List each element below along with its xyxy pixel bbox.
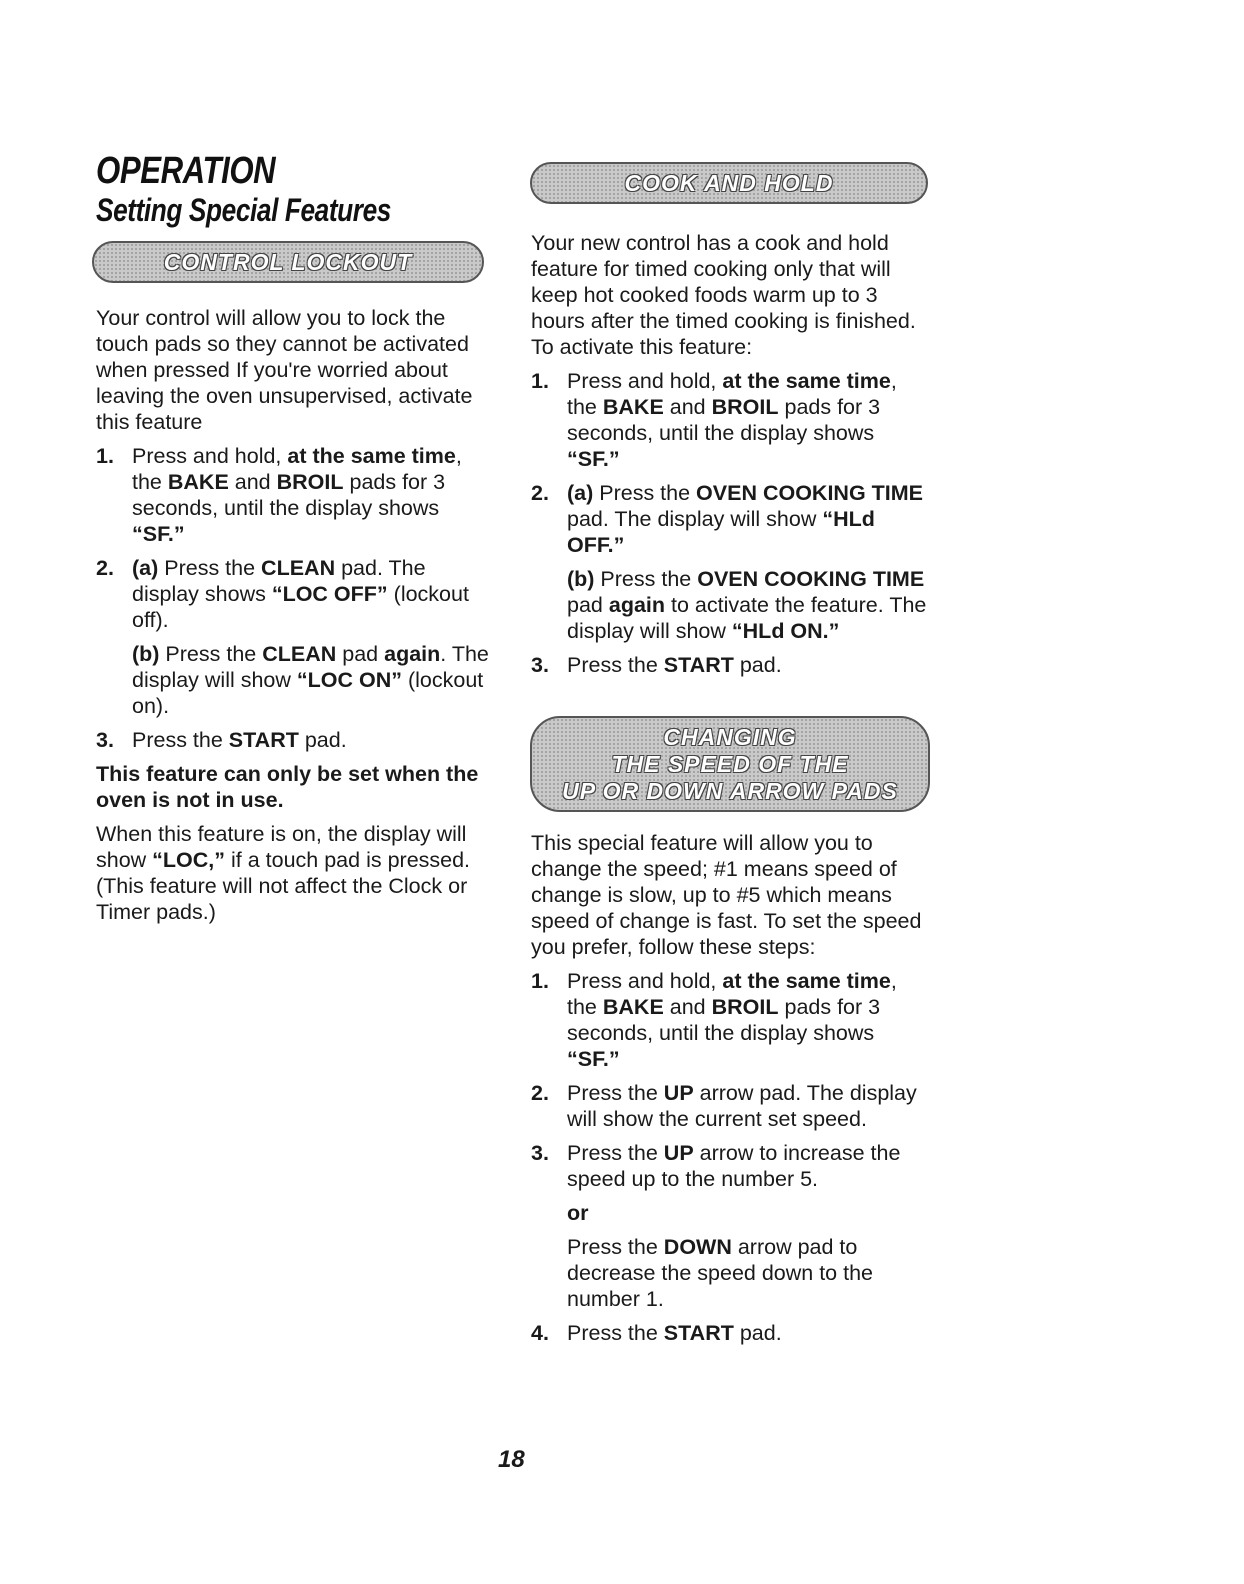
cook-and-hold-intro: Your new control has a cook and hold feature for timed cooking only that will keep hot cooked foods warm up to 3 hours after the timed cooking is finished. To activate this feature: [531,231,916,359]
step-text: Press and hold, [567,969,723,993]
step-text: pads for 3 seconds, until the display shows [567,995,881,1045]
step-text: and [663,395,712,419]
step-text: pad. [733,1321,782,1345]
substep-a [132,555,491,633]
display-code: “LOC,” [152,848,226,872]
step-text: Press the [594,567,698,591]
step-text: pad. [733,653,782,677]
step-number: 2. [531,481,549,505]
banner-line: THE SPEED OF THE [611,750,849,777]
arrow-speed-banner [530,716,930,812]
step-emphasis: again [608,593,666,617]
control-lockout-banner-text: CONTROL LOCKOUT [163,248,413,275]
step-text: Press the [567,1321,664,1345]
arrow-speed-banner-text [562,724,898,805]
list-item [531,1140,931,1312]
substep-label: (b) [132,642,160,666]
display-code: “HLd OFF.” [567,507,875,557]
step-alternative [567,1234,931,1312]
broil-pad-label: BROIL [276,470,344,494]
clean-pad-label: CLEAN [262,642,337,666]
display-code: “SF.” [567,1047,620,1071]
step-text: arrow pad. The display will show the current set speed. [567,1081,917,1131]
step-number: 2. [96,556,114,580]
list-item [531,1320,931,1346]
step-emphasis: at the same time [722,969,891,993]
step-text: pads for 3 seconds, until the display shows [567,395,881,445]
step-text: pad. [298,728,347,752]
bake-pad-label: BAKE [167,470,229,494]
step-text: Press the [567,653,664,677]
list-item [96,443,491,547]
oven-cooking-time-pad-label: OVEN COOKING TIME [697,567,925,591]
step-text: , the [132,444,462,494]
substep-label: (a) [567,481,594,505]
step-text: Press the [567,1081,664,1105]
step-emphasis: at the same time [722,369,891,393]
usage-note: This feature can only be set when the oven is not in use. [96,762,479,812]
step-text: Press the [159,642,263,666]
subsection-title: Setting Special Features [96,192,391,228]
control-lockout-banner [92,241,484,283]
closing-text: if a touch pad is pressed. (This feature will not affect the Clock or Timer pads.) [96,848,471,924]
display-code: “LOC OFF” [271,582,388,606]
step-text: arrow pad to decrease the speed down to the number 1. [567,1235,873,1311]
display-code: “SF.” [132,522,185,546]
list-item [531,652,931,678]
substep-label: (a) [132,556,159,580]
step-text: pad. The display shows [132,556,426,606]
step-text: and [228,470,277,494]
control-lockout-closing [96,821,491,925]
broil-pad-label: BROIL [711,395,779,419]
arrow-speed-section [531,830,931,1354]
arrow-speed-intro: This special feature will allow you to change the speed; #1 means speed of change is slow, up to #5 which means speed of change is fast. To set the speed you prefer, follow these steps: [531,831,922,959]
section-title: OPERATION [96,150,276,192]
closing-text: When this feature is on, the display will show [96,822,467,872]
step-text: pads for 3 seconds, until the display shows [132,470,446,520]
step-text: Press and hold, [567,369,723,393]
step-number: 3. [531,1141,549,1165]
bake-pad-label: BAKE [602,995,664,1019]
step-text: (lockout off). [132,582,469,632]
step-emphasis: again [384,642,441,666]
control-lockout-section [96,305,491,933]
broil-pad-label: BROIL [711,995,779,1019]
step-text: Press the [158,556,262,580]
step-number: 2. [531,1081,549,1105]
step-emphasis: at the same time [287,444,456,468]
step-number: 3. [96,728,114,752]
step-text: Press and hold, [132,444,288,468]
start-pad-label: START [228,728,299,752]
step-number: 1. [531,969,549,993]
step-text: Press the [567,1235,664,1259]
step-text: Press the [567,1141,664,1165]
list-item [531,968,931,1072]
display-code: “HLd ON.” [731,619,840,643]
step-text: pad [567,593,609,617]
cook-and-hold-section [531,230,931,686]
clean-pad-label: CLEAN [261,556,336,580]
step-number: 1. [96,444,114,468]
substep-label: (b) [567,567,595,591]
step-text: , the [567,369,897,419]
list-item [531,368,931,472]
or-separator: or [567,1201,589,1225]
list-item [96,555,491,719]
start-pad-label: START [663,653,734,677]
step-main [567,1140,931,1192]
up-arrow-pad-label: UP [663,1141,694,1165]
banner-line: UP OR DOWN ARROW PADS [562,777,898,804]
substep-b [567,566,931,644]
down-arrow-pad-label: DOWN [663,1235,732,1259]
banner-line: CHANGING [663,723,797,750]
step-number: 3. [531,653,549,677]
list-item [531,480,931,644]
cook-and-hold-banner [530,162,928,204]
step-text: Press the [132,728,229,752]
step-text: pad [336,642,385,666]
step-number: 4. [531,1321,549,1345]
cook-and-hold-banner-text: COOK AND HOLD [624,169,834,196]
step-text: pad. The display will show [567,507,823,531]
step-number: 1. [531,369,549,393]
display-code: “LOC ON” [296,668,403,692]
page-number: 18 [498,1446,525,1473]
step-text: (lockout on). [132,668,484,718]
list-item [96,727,491,753]
step-text: , the [567,969,897,1019]
step-text: arrow to increase the speed up to the number 5. [567,1141,901,1191]
up-arrow-pad-label: UP [663,1081,694,1105]
step-text: . The display will show [132,642,489,692]
control-lockout-intro: Your control will allow you to lock the touch pads so they cannot be activated when pressed If you're worried about leaving the oven unsupervised, activate this feature [96,306,473,434]
bake-pad-label: BAKE [602,395,664,419]
step-text: to activate the feature. The display will show [567,593,927,643]
step-text: and [663,995,712,1019]
substep-b [132,641,491,719]
oven-cooking-time-pad-label: OVEN COOKING TIME [696,481,924,505]
display-code: “SF.” [567,447,620,471]
start-pad-label: START [663,1321,734,1345]
list-item [531,1080,931,1132]
substep-a [567,480,931,558]
step-text: Press the [593,481,697,505]
